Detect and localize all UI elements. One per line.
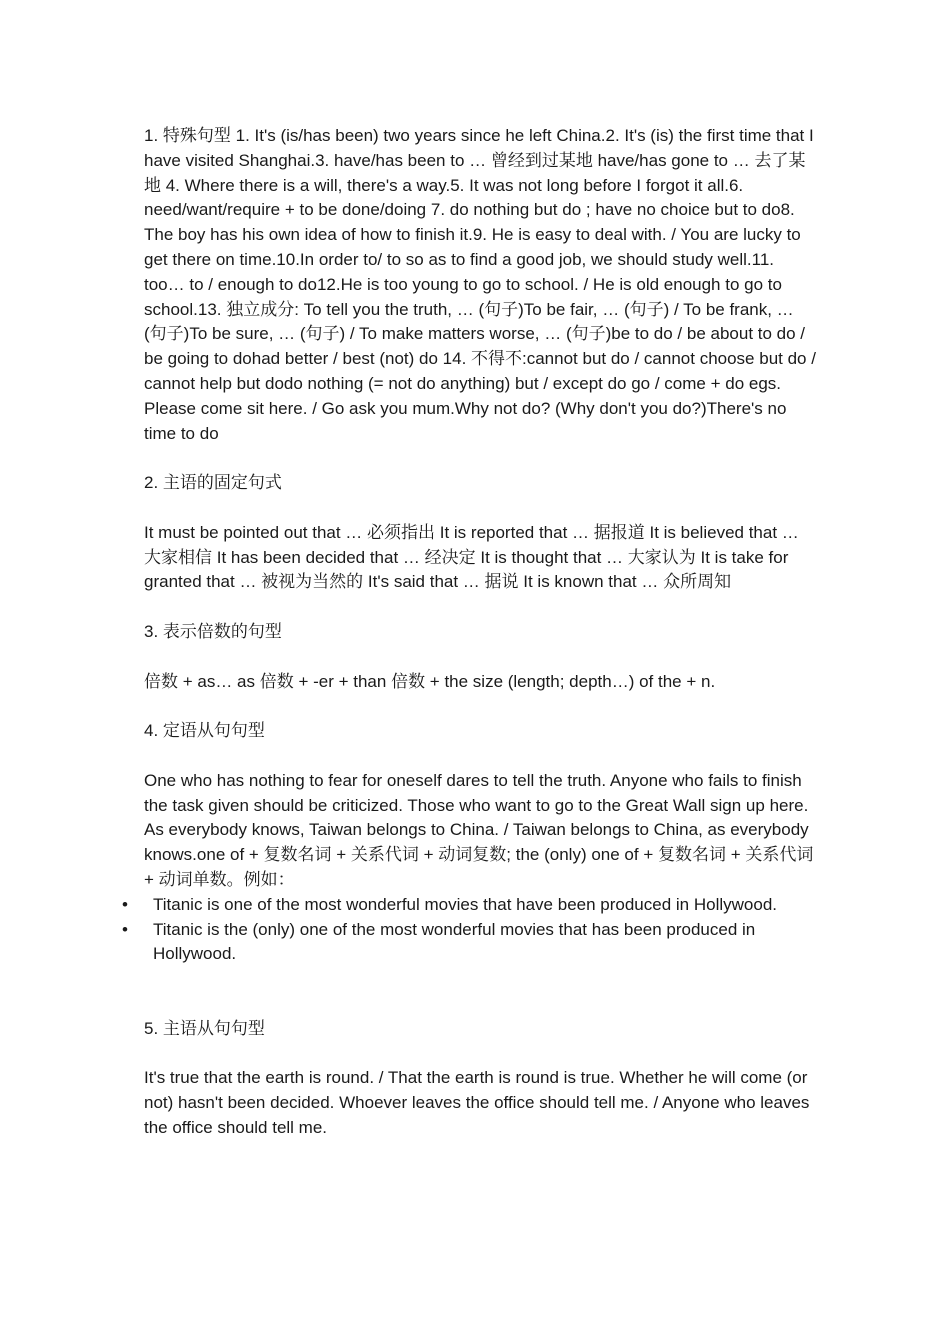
section-5-heading: 5. 主语从句句型 xyxy=(144,1018,265,1038)
example-item-1-text: Titanic is one of the most wonderful movies that have been produced in Hollywood. xyxy=(153,894,777,914)
example-item-2-text: Titanic is the (only) one of the most wonderful movies that has been produced in Hollywood. xyxy=(153,919,756,964)
section-3-heading: 3. 表示倍数的句型 xyxy=(144,621,282,641)
section-2-body: It must be pointed out that … 必须指出 It is reported that … 据报道 It is believed that … 大家相信 It has been decided that … 经决定 It is thought that … 大家认为 It is take for granted that … 被视为当然的 It's said that … 据说 It is known that … 众所周知 xyxy=(144,522,799,592)
section-4-body: One who has nothing to fear for oneself dares to tell the truth. Anyone who fails to finish the task given should be criticized. Those who want to go to the Great Wall sign up here. As everybody knows, Taiwan belongs to China. / Taiwan belongs to China, as everybody knows.one of + 复数名词 + 关系代词 + 动词复数; the (only) one of + 复数名词 + 关系代词 + 动词单数。例如： xyxy=(144,770,814,889)
section-5-body: It's true that the earth is round. / That the earth is round is true. Whether he will come (or not) hasn't been decided. Whoever leaves the office should tell me. / Anyone who leaves the office should tell me. xyxy=(144,1068,810,1137)
section-1-text: 1. 特殊句型 1. It's (is/has been) two years since he left China.2. It's (is) the first time that I have visited Shanghai.3. have/has been to … 曾经到过某地 have/has gone to … 去了某地 4. Where there is a will, there's a way.5. It was not long before I forgot it all.6. need/want/require + to be done/doing 7. do nothing but do ; have no choice but to do8. The boy has his own idea of how to finish it.9. He is easy to deal with. / You are lucky to get there on time.10.In order to/ to so as to find a good job, we should study well.11. too… to / enough to do12.He is too young to go to school. / He is old enough to go to school.13. 独立成分: To tell you the truth, … (句子)To be fair, … (句子) / To be frank, … (句子)To be sure, … (句子) / To make matters worse, … (句子)be to do / be about to do / be going to dohad better / best (not) do 14. 不得不:cannot but do / cannot choose but do / cannot help but dodo nothing (= not do anything) but / except do go / come + do egs. Please come sit here. / Go ask you mum.Why not do? (Why don't you do?)There's no time to do xyxy=(144,126,816,443)
bullet-icon: • xyxy=(122,919,128,939)
document-page xyxy=(122,124,816,1141)
section-4-heading: 4. 定语从句句型 xyxy=(144,721,265,741)
section-2-heading: 2. 主语的固定句式 xyxy=(144,473,282,493)
example-item-1 xyxy=(122,893,816,918)
example-list xyxy=(122,893,816,967)
section-3-body: 倍数 + as… as 倍数 + -er + than 倍数 + the size (length; depth…) of the + n. xyxy=(144,671,716,691)
bullet-icon: • xyxy=(122,894,128,914)
example-item-2 xyxy=(122,918,816,968)
